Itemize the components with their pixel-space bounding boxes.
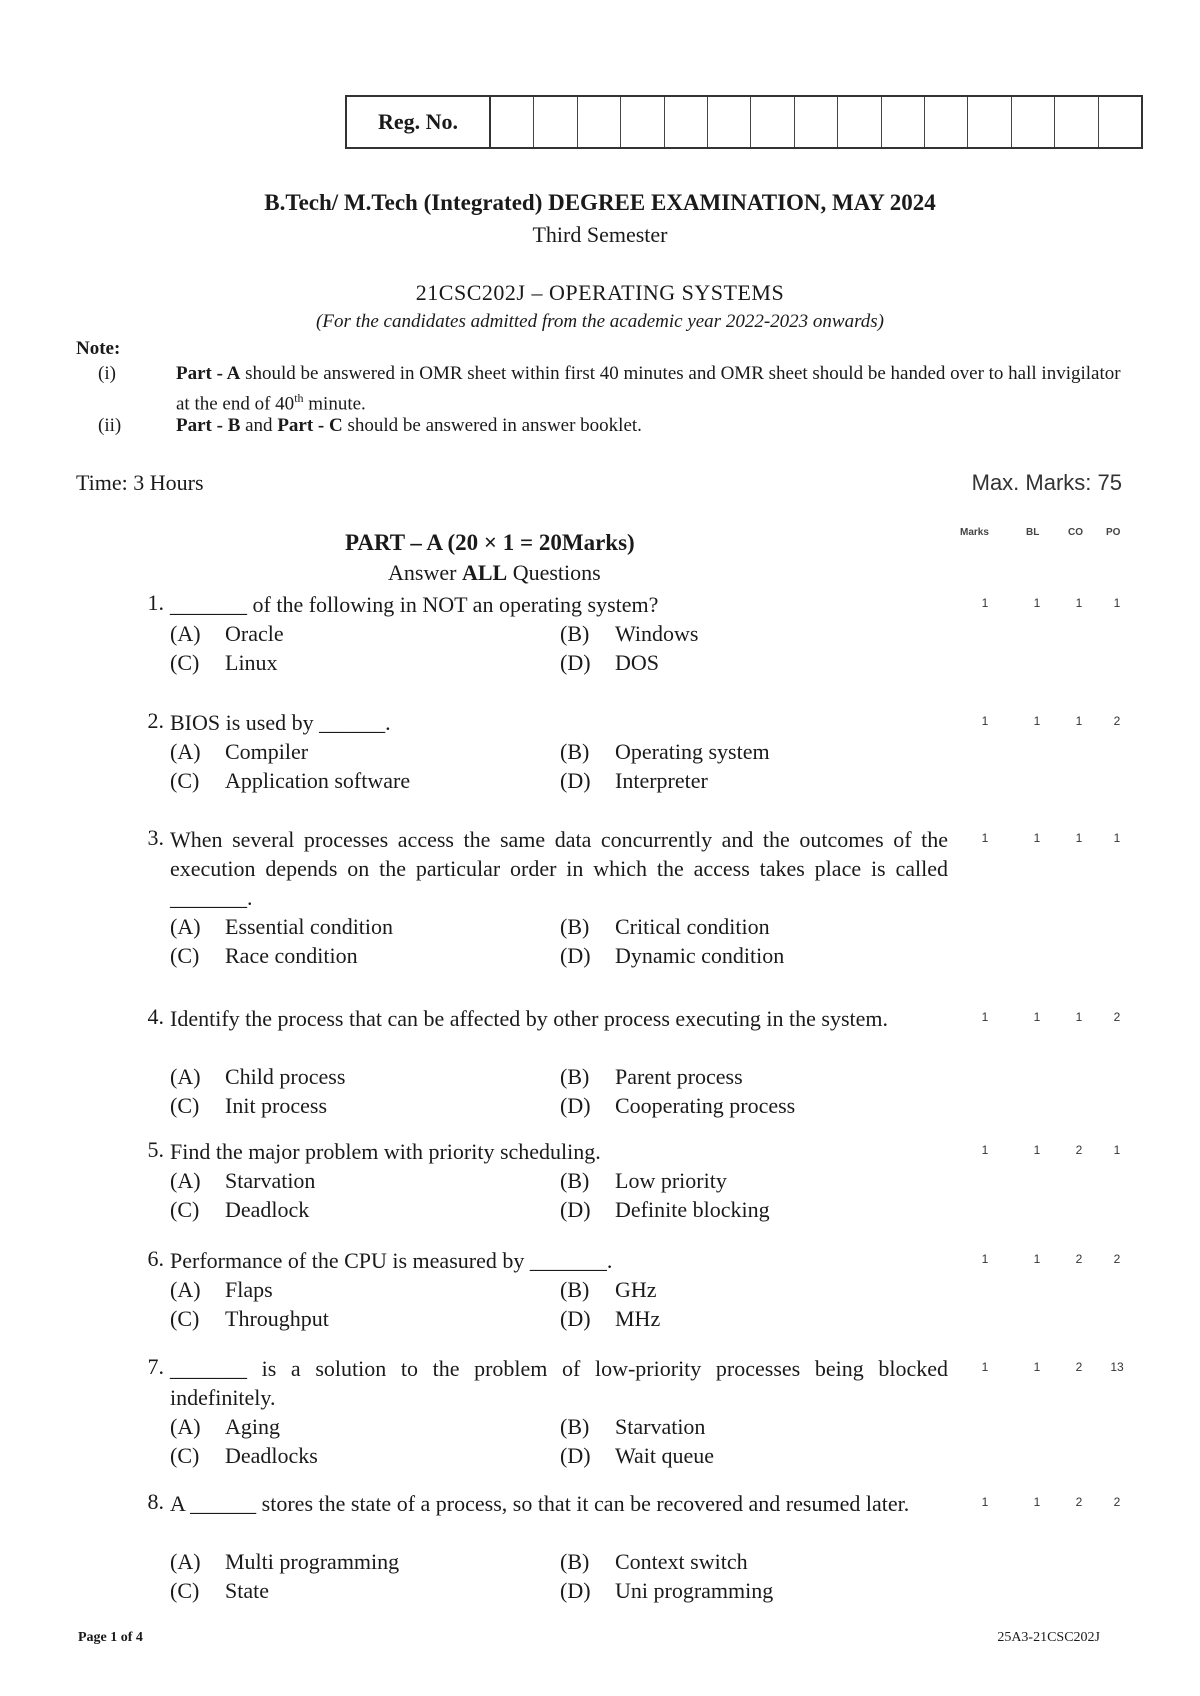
option-text: Uni programming <box>615 1578 774 1603</box>
option-text: Flaps <box>225 1277 273 1302</box>
admitted-note: (For the candidates admitted from the academic year 2022-2023 onwards) <box>316 311 884 332</box>
option-d <box>560 941 784 970</box>
bl-value: 1 <box>1033 1143 1041 1157</box>
answer-all <box>388 560 601 586</box>
option-label: (C) <box>170 1093 200 1118</box>
option-label: (C) <box>170 1578 200 1603</box>
option-text: Application software <box>225 768 411 793</box>
reg-cell[interactable] <box>968 97 1011 147</box>
option-b <box>560 912 770 941</box>
option-label: (A) <box>170 1168 201 1193</box>
option-text: Deadlock <box>225 1197 310 1222</box>
po-value: 2 <box>1113 1495 1121 1509</box>
option-b <box>560 1062 743 1091</box>
option-b <box>560 1547 748 1576</box>
marks-value: 1 <box>981 1495 989 1509</box>
option-c <box>170 941 358 970</box>
bl-value: 1 <box>1033 1360 1041 1374</box>
option-d <box>560 1195 770 1224</box>
option-label: (C) <box>170 1306 200 1331</box>
max-marks: Max. Marks: 75 <box>971 470 1122 495</box>
option-text: Deadlocks <box>225 1443 318 1468</box>
option-label: (D) <box>560 1093 591 1118</box>
reg-cell[interactable] <box>925 97 968 147</box>
po-value: 2 <box>1113 1010 1121 1024</box>
note-bold-2: Part - C <box>277 415 343 436</box>
question-text: Find the major problem with priority scheduling. <box>170 1139 601 1164</box>
option-text: Critical condition <box>615 914 770 939</box>
co-value: 2 <box>1075 1252 1083 1266</box>
option-label: (A) <box>170 1549 201 1574</box>
reg-cell[interactable] <box>751 97 794 147</box>
option-text: Operating system <box>615 739 770 764</box>
option-text: Oracle <box>225 621 284 646</box>
option-label: (A) <box>170 1277 201 1302</box>
option-d <box>560 766 708 795</box>
option-d <box>560 1576 773 1605</box>
question-text: _______ is a solution to the problem of low-priority processes being blocked indefinitely. <box>170 1356 948 1410</box>
semester: Third Semester <box>532 222 668 247</box>
question-text: When several processes access the same data concurrently and the outcomes of the execution depends on the particular order in which the access takes place is called _______. <box>170 827 948 910</box>
option-label: (D) <box>560 1443 591 1468</box>
option-label: (A) <box>170 1064 201 1089</box>
option-a <box>170 1275 273 1304</box>
note-sup: th <box>294 391 304 405</box>
answer-pre: Answer <box>388 560 462 585</box>
note-text <box>176 413 1138 438</box>
po-value: 1 <box>1113 1143 1121 1157</box>
option-text: Low priority <box>615 1168 727 1193</box>
option-label: (B) <box>560 621 590 646</box>
option-label: (C) <box>170 650 200 675</box>
reg-label: Reg. No. <box>347 97 491 147</box>
question-number: 7. <box>147 1354 164 1379</box>
option-b <box>560 1166 727 1195</box>
option-label: (A) <box>170 739 201 764</box>
option-d <box>560 648 659 677</box>
co-value: 2 <box>1075 1360 1083 1374</box>
note-text <box>176 361 1138 416</box>
option-text: GHz <box>615 1277 657 1302</box>
note-number: (ii) <box>98 415 122 436</box>
option-label: (C) <box>170 1443 200 1468</box>
option-text: Definite blocking <box>615 1197 770 1222</box>
co-value: 1 <box>1075 596 1083 610</box>
reg-cell[interactable] <box>708 97 751 147</box>
option-a <box>170 737 308 766</box>
co-value: 2 <box>1075 1495 1083 1509</box>
marks-value: 1 <box>981 714 989 728</box>
option-label: (B) <box>560 1414 590 1439</box>
part-a-title: PART – A (20 × 1 = 20Marks) <box>345 530 635 555</box>
option-c <box>170 1576 269 1605</box>
co-value: 1 <box>1075 1010 1083 1024</box>
col-head-co: CO <box>1068 527 1083 538</box>
col-head-po: PO <box>1106 527 1121 538</box>
po-value: 2 <box>1113 1252 1121 1266</box>
option-text: DOS <box>615 650 660 675</box>
co-value: 1 <box>1075 831 1083 845</box>
option-label: (C) <box>170 1197 200 1222</box>
option-b <box>560 1412 705 1441</box>
question-number: 4. <box>147 1004 164 1029</box>
option-label: (D) <box>560 1578 591 1603</box>
note-mid: and <box>240 415 278 436</box>
marks-value: 1 <box>981 1252 989 1266</box>
paper-code: 25A3-21CSC202J <box>997 1630 1100 1645</box>
note-label: Note: <box>76 338 121 359</box>
option-d <box>560 1441 714 1470</box>
option-text: Cooperating process <box>615 1093 796 1118</box>
reg-number-box <box>345 95 1143 149</box>
option-text: Wait queue <box>615 1443 715 1468</box>
option-c <box>170 1441 318 1470</box>
po-value: 1 <box>1113 831 1121 845</box>
option-text: Compiler <box>225 739 309 764</box>
option-b <box>560 737 770 766</box>
reg-cell[interactable] <box>1055 97 1098 147</box>
option-text: State <box>225 1578 269 1603</box>
option-d <box>560 1091 795 1120</box>
option-text: Aging <box>225 1414 280 1439</box>
option-label: (A) <box>170 1414 201 1439</box>
reg-cell[interactable] <box>838 97 881 147</box>
option-text: Throughput <box>225 1306 329 1331</box>
option-c <box>170 766 410 795</box>
po-value: 1 <box>1113 596 1121 610</box>
option-label: (B) <box>560 1168 590 1193</box>
option-a <box>170 619 284 648</box>
option-label: (C) <box>170 768 200 793</box>
co-value: 2 <box>1075 1143 1083 1157</box>
reg-cell[interactable] <box>578 97 621 147</box>
option-a <box>170 1412 280 1441</box>
option-a <box>170 912 393 941</box>
question-number: 8. <box>147 1489 164 1514</box>
exam-time: Time: 3 Hours <box>76 470 204 495</box>
bl-value: 1 <box>1033 1495 1041 1509</box>
question-text: A ______ stores the state of a process, so that it can be recovered and resumed later. <box>170 1491 910 1516</box>
po-value: 13 <box>1110 1360 1124 1374</box>
question-text: _______ of the following in NOT an operating system? <box>170 592 659 617</box>
question-number: 6. <box>147 1246 164 1271</box>
option-label: (D) <box>560 768 591 793</box>
question-number: 5. <box>147 1137 164 1162</box>
reg-cell[interactable] <box>1099 97 1141 147</box>
exam-title: B.Tech/ M.Tech (Integrated) DEGREE EXAMINATION, MAY 2024 <box>264 190 936 215</box>
course-title: 21CSC202J – OPERATING SYSTEMS <box>415 280 785 305</box>
note-bold: Part - A <box>176 363 241 384</box>
option-text: Essential condition <box>225 914 394 939</box>
option-label: (A) <box>170 914 201 939</box>
reg-cell[interactable] <box>621 97 664 147</box>
option-a <box>170 1547 399 1576</box>
reg-cell[interactable] <box>665 97 708 147</box>
question-text: Performance of the CPU is measured by _______. <box>170 1248 613 1273</box>
option-text: Race condition <box>225 943 358 968</box>
option-label: (B) <box>560 1549 590 1574</box>
option-a <box>170 1062 345 1091</box>
note-bold: Part - B <box>176 415 241 436</box>
bl-value: 1 <box>1033 596 1041 610</box>
option-text: Starvation <box>615 1414 706 1439</box>
option-label: (D) <box>560 943 591 968</box>
answer-bold: ALL <box>461 560 508 585</box>
option-text: Child process <box>225 1064 346 1089</box>
option-text: Interpreter <box>615 768 708 793</box>
option-c <box>170 1304 329 1333</box>
option-b <box>560 1275 657 1304</box>
option-label: (B) <box>560 1064 590 1089</box>
option-label: (B) <box>560 1277 590 1302</box>
question-number: 2. <box>147 708 164 733</box>
question-number: 1. <box>147 590 164 615</box>
note-body: should be answered in OMR sheet within first 40 minutes and OMR sheet should be handed over to hall invigilator at the end of 40 <box>176 363 1121 415</box>
option-label: (D) <box>560 1306 591 1331</box>
co-value: 1 <box>1075 714 1083 728</box>
answer-post: Questions <box>507 560 601 585</box>
page-number: Page 1 of 4 <box>78 1630 143 1645</box>
marks-value: 1 <box>981 596 989 610</box>
note-body: should be answered in answer booklet. <box>342 415 642 436</box>
bl-value: 1 <box>1033 1252 1041 1266</box>
bl-value: 1 <box>1033 714 1041 728</box>
option-c <box>170 1195 309 1224</box>
po-value: 2 <box>1113 714 1121 728</box>
option-text: Multi programming <box>225 1549 400 1574</box>
marks-value: 1 <box>981 1143 989 1157</box>
bl-value: 1 <box>1033 831 1041 845</box>
marks-value: 1 <box>981 1010 989 1024</box>
option-text: Dynamic condition <box>615 943 785 968</box>
option-text: Init process <box>225 1093 328 1118</box>
option-d <box>560 1304 660 1333</box>
option-label: (B) <box>560 739 590 764</box>
reg-cell[interactable] <box>491 97 534 147</box>
option-text: Windows <box>615 621 699 646</box>
col-head-marks: Marks <box>960 527 989 538</box>
option-label: (B) <box>560 914 590 939</box>
option-text: Starvation <box>225 1168 316 1193</box>
option-label: (D) <box>560 650 591 675</box>
question-text: BIOS is used by ______. <box>170 710 391 735</box>
marks-value: 1 <box>981 831 989 845</box>
question-text: Identify the process that can be affected by other process executing in the system. <box>170 1006 889 1031</box>
option-label: (C) <box>170 943 200 968</box>
option-label: (D) <box>560 1197 591 1222</box>
bl-value: 1 <box>1033 1010 1041 1024</box>
option-c <box>170 1091 327 1120</box>
reg-cells <box>491 97 1141 147</box>
option-text: Linux <box>225 650 278 675</box>
reg-cell[interactable] <box>1012 97 1055 147</box>
reg-cell[interactable] <box>882 97 925 147</box>
marks-value: 1 <box>981 1360 989 1374</box>
note-number: (i) <box>98 363 116 384</box>
option-label: (A) <box>170 621 201 646</box>
note-tail: minute. <box>303 393 366 415</box>
option-text: Context switch <box>615 1549 748 1574</box>
reg-cell[interactable] <box>534 97 577 147</box>
option-text: MHz <box>615 1306 661 1331</box>
col-head-bl: BL <box>1026 527 1040 538</box>
question-number: 3. <box>147 825 164 850</box>
reg-cell[interactable] <box>795 97 838 147</box>
option-text: Parent process <box>615 1064 743 1089</box>
option-c <box>170 648 278 677</box>
option-b <box>560 619 698 648</box>
option-a <box>170 1166 315 1195</box>
